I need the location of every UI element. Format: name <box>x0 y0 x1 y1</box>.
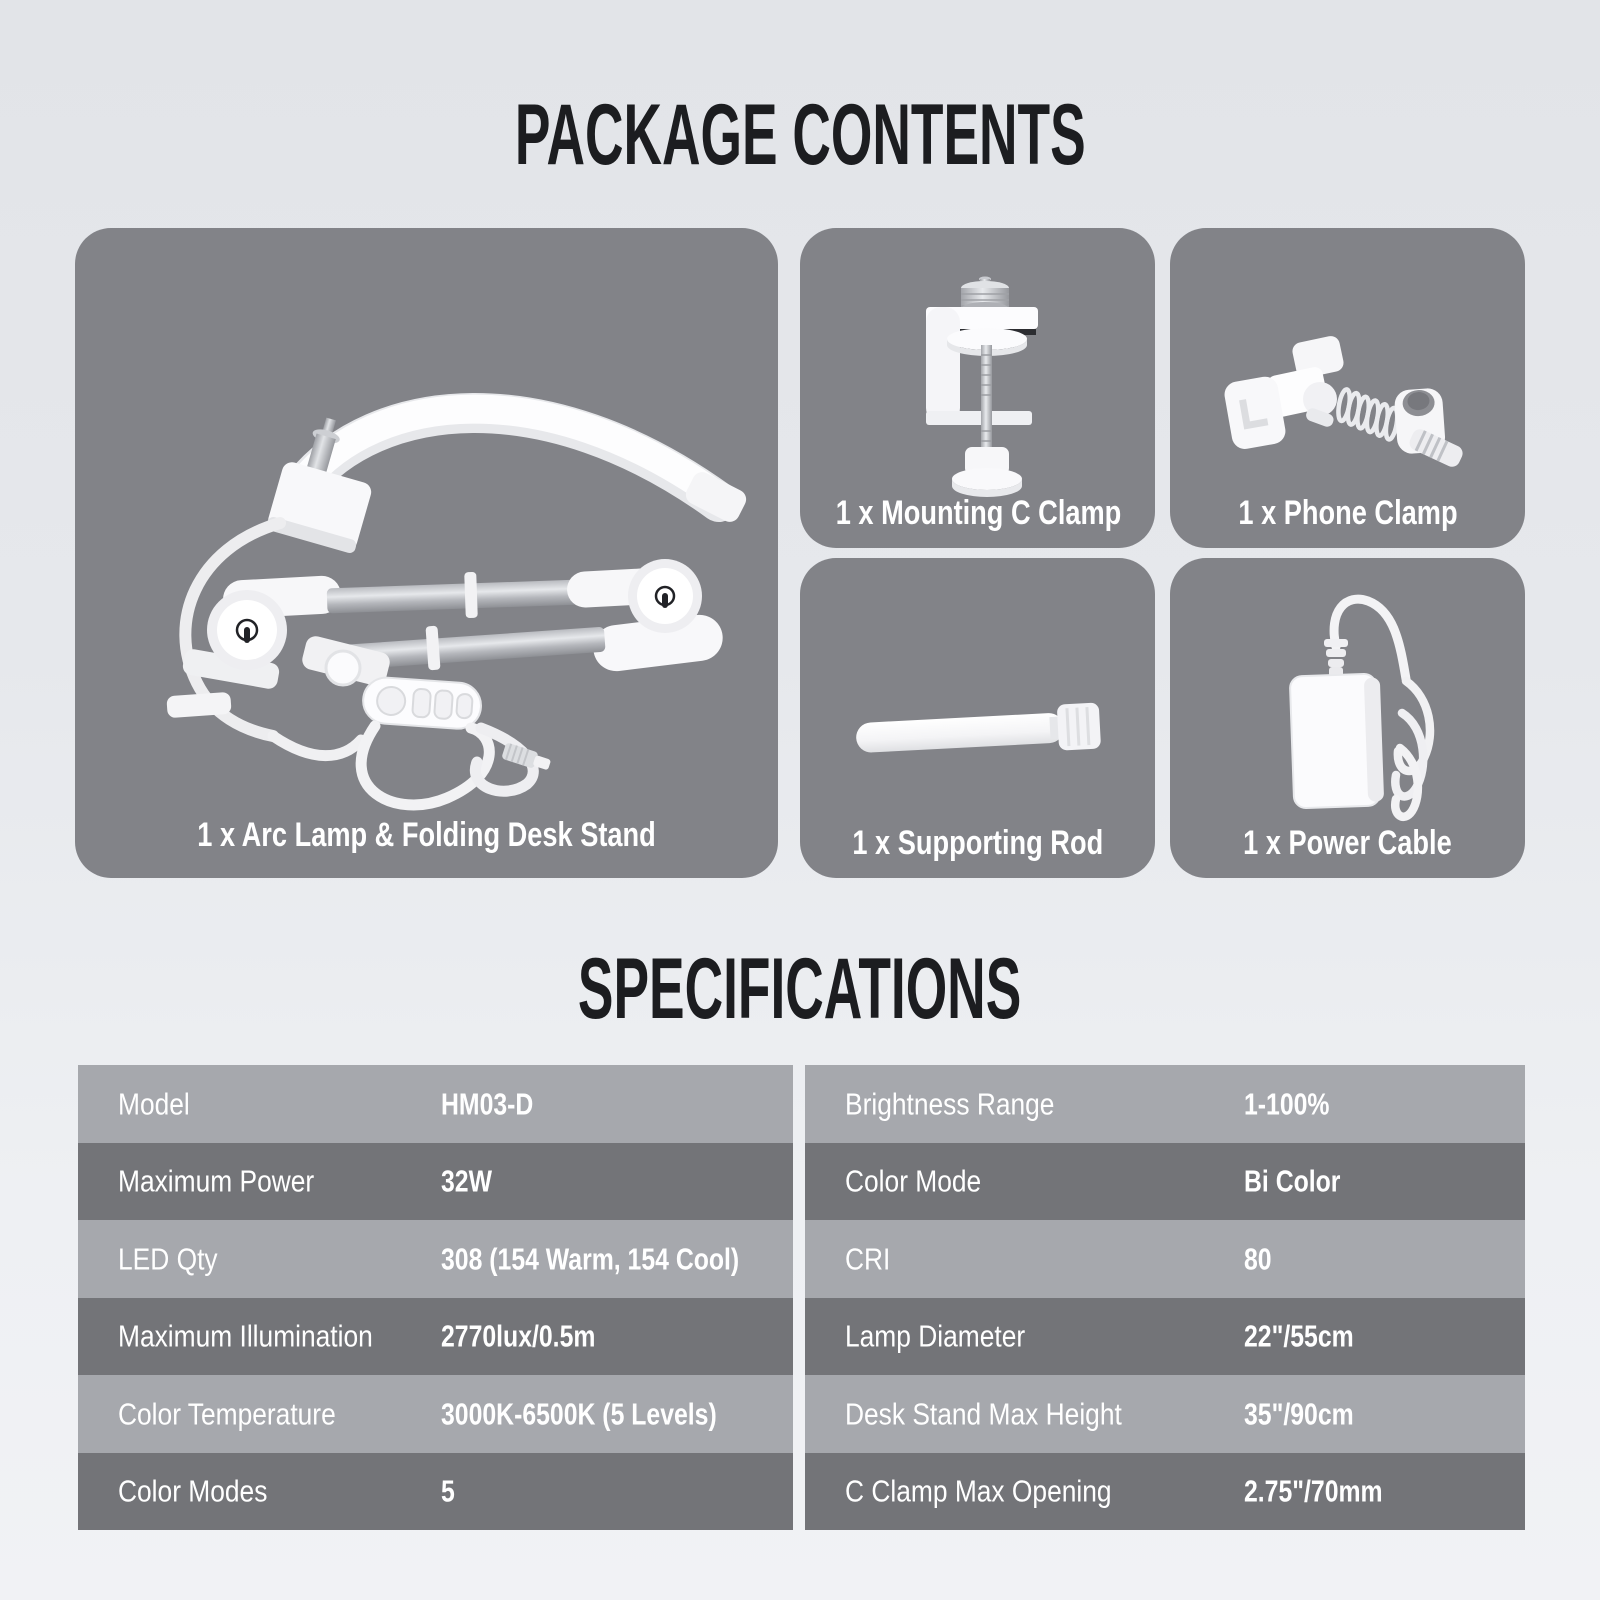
spec-label: Color Mode <box>845 1163 982 1199</box>
power-cable-caption-text: 1 x Power Cable <box>1243 824 1452 863</box>
package-item-caption <box>1170 496 1525 532</box>
spec-value: 32W <box>441 1163 493 1199</box>
package-item-caption <box>75 818 778 854</box>
spec-label: Model <box>118 1086 190 1122</box>
spec-row-color-modes <box>78 1453 793 1531</box>
package-item-power-cable <box>1170 558 1525 878</box>
spec-value: 1-100% <box>1244 1086 1330 1122</box>
spec-label: Lamp Diameter <box>845 1318 1026 1354</box>
spec-label: Color Modes <box>118 1473 268 1509</box>
package-item-phone-clamp <box>1170 228 1525 548</box>
remote-control-image <box>362 676 483 730</box>
package-item-caption <box>800 496 1155 532</box>
arc-lamp-caption-text: 1 x Arc Lamp & Folding Desk Stand <box>197 816 656 855</box>
package-contents-title <box>0 87 1600 183</box>
spec-value: 22"/55cm <box>1244 1318 1354 1354</box>
package-item-mounting-c-clamp <box>800 228 1155 548</box>
spec-value: 35"/90cm <box>1244 1396 1354 1432</box>
package-item-caption <box>1170 826 1525 862</box>
package-item-caption <box>800 826 1155 862</box>
spec-row-maximum-illumination <box>78 1298 793 1376</box>
package-item-supporting-rod <box>800 558 1155 878</box>
spec-label: Brightness Range <box>845 1086 1055 1122</box>
package-item-arc-lamp <box>75 228 778 878</box>
spec-label: C Clamp Max Opening <box>845 1473 1112 1509</box>
spec-table-left <box>78 1065 793 1530</box>
spec-row-model <box>78 1065 793 1143</box>
spec-label: LED Qty <box>118 1241 218 1277</box>
spec-label: Maximum Illumination <box>118 1318 373 1354</box>
spec-value: HM03-D <box>441 1086 534 1122</box>
spec-value: 2.75"/70mm <box>1244 1473 1383 1509</box>
spec-row-cri <box>805 1220 1525 1298</box>
spec-label: Maximum Power <box>118 1163 315 1199</box>
c-clamp-caption-text: 1 x Mounting C Clamp <box>835 494 1122 533</box>
specifications-title <box>0 941 1600 1037</box>
spec-value: Bi Color <box>1244 1163 1341 1199</box>
specifications-title-text: SPECIFICATIONS <box>578 941 1022 1037</box>
package-contents-title-text: PACKAGE CONTENTS <box>514 87 1086 183</box>
spec-row-color-mode <box>805 1143 1525 1221</box>
spec-row-maximum-power <box>78 1143 793 1221</box>
spec-row-brightness-range <box>805 1065 1525 1143</box>
spec-label: CRI <box>845 1241 891 1277</box>
spec-table-right <box>805 1065 1525 1530</box>
spec-value: 3000K-6500K (5 Levels) <box>441 1396 717 1432</box>
spec-value: 2770lux/0.5m <box>441 1318 596 1354</box>
arc-lamp-image <box>75 228 778 878</box>
phone-clamp-caption-text: 1 x Phone Clamp <box>1237 494 1458 533</box>
spec-label: Color Temperature <box>118 1396 336 1432</box>
spec-value: 5 <box>441 1473 456 1509</box>
spec-row-led-qty <box>78 1220 793 1298</box>
spec-row-lamp-diameter <box>805 1298 1525 1376</box>
spec-row-c-clamp-max-opening <box>805 1453 1525 1531</box>
spec-value: 308 (154 Warm, 154 Cool) <box>441 1241 740 1277</box>
spec-label: Desk Stand Max Height <box>845 1396 1122 1432</box>
supporting-rod-caption-text: 1 x Supporting Rod <box>852 824 1103 863</box>
spec-row-color-temperature <box>78 1375 793 1453</box>
spec-row-desk-stand-max-height <box>805 1375 1525 1453</box>
spec-value: 80 <box>1244 1241 1272 1277</box>
